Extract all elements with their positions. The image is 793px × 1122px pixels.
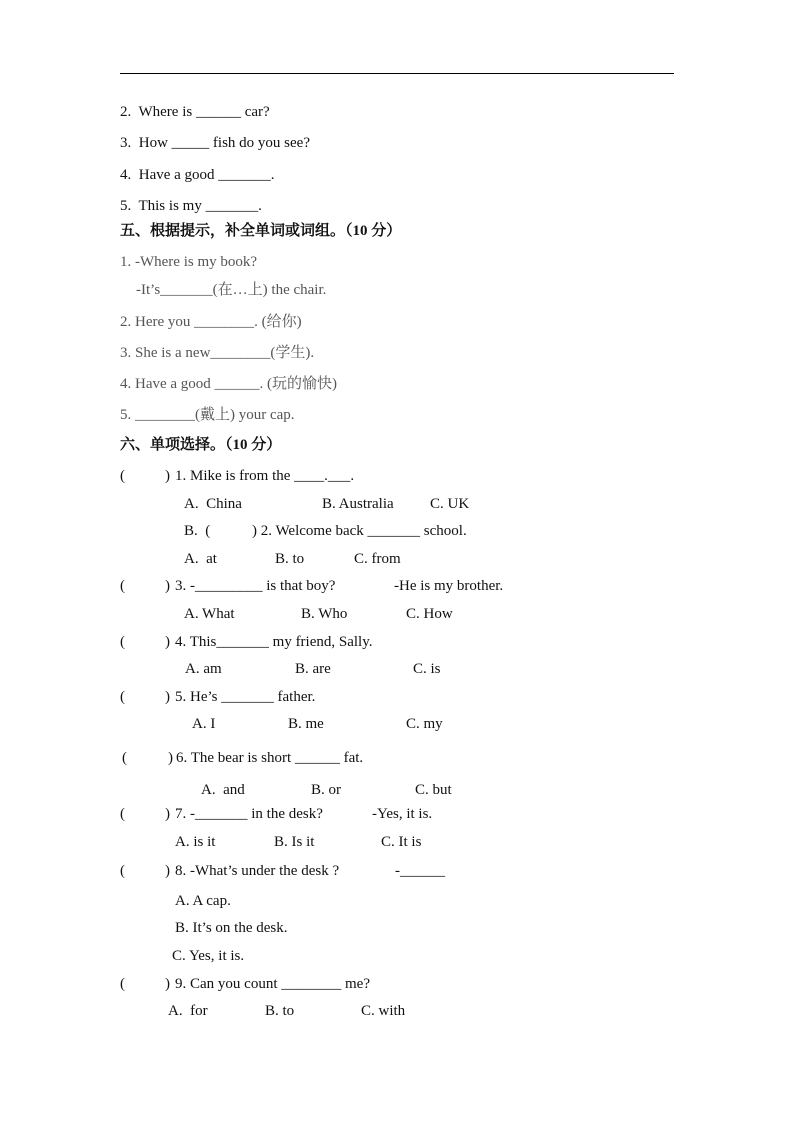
p6-question-2: ) 2. Welcome back _______ school. [252,523,467,539]
q2-prefix: B. ( [184,523,211,539]
q6-option-b: B. or [311,782,341,798]
q4-option-c: C. is [413,661,441,677]
section-6-heading: 六、单项选择。（10 分） [120,437,282,453]
header-rule [120,73,674,74]
q6-option-c: C. but [415,782,452,798]
q7-option-c: C. It is [381,834,422,850]
answer-paren-close: ) [168,750,173,766]
q8-option-c: C. Yes, it is. [172,948,245,964]
q5-option-b: B. me [288,716,324,732]
q3-answer-line: -He is my brother. [394,578,504,594]
p6-question-3: 3. -_________ is that boy? [175,578,336,594]
p5-question-1a: 1. -Where is my book? [120,254,258,270]
section-5-heading: 五、根据提示，补全单词或词组。（10 分） [120,223,402,239]
q6-option-a: A. and [201,782,245,798]
answer-paren-close: ) [165,976,170,992]
q4-option-b: B. are [295,661,331,677]
answer-paren-open: ( [120,863,125,879]
p4-question-4: 4. Have a good _______. [120,167,275,183]
answer-paren-close: ) [165,578,170,594]
q7-answer-line: -Yes, it is. [372,806,433,822]
answer-paren-open: ( [120,689,125,705]
q2-option-b: B. to [275,551,305,567]
p5-question-5: 5. ________(戴上) your cap. [120,407,295,423]
p4-question-2: 2. Where is ______ car? [120,104,270,120]
q9-option-c: C. with [361,1003,406,1019]
q7-option-a: A. is it [175,834,216,850]
q8-option-b: B. It’s on the desk. [175,920,288,936]
answer-paren-open: ( [120,634,125,650]
answer-paren-close: ) [165,634,170,650]
q3-option-b: B. Who [301,606,348,622]
q3-option-a: A. What [184,606,235,622]
answer-paren-close: ) [165,806,170,822]
answer-paren-open: ( [120,806,125,822]
q5-option-a: A. I [192,716,216,732]
q9-option-b: B. to [265,1003,295,1019]
p6-question-7: 7. -_______ in the desk? [175,806,323,822]
answer-paren-close: ) [165,689,170,705]
answer-paren-close: ) [165,863,170,879]
p5-question-1b: -It’s_______(在…上) the chair. [136,282,327,298]
q1-option-c: C. UK [430,496,470,512]
q1-option-a: A. China [184,496,242,512]
q1-option-b: B. Australia [322,496,394,512]
p6-question-6: 6. The bear is short ______ fat. [176,750,364,766]
p5-question-4: 4. Have a good ______. (玩的愉快) [120,376,338,392]
p6-question-8: 8. -What’s under the desk ? [175,863,340,879]
q7-option-b: B. Is it [274,834,315,850]
q8-answer-line: -______ [395,863,445,879]
q4-option-a: A. am [185,661,222,677]
p5-question-3: 3. She is a new________(学生). [120,345,315,361]
answer-paren-open: ( [120,976,125,992]
q9-option-a: A. for [168,1003,208,1019]
q5-option-c: C. my [406,716,443,732]
q3-option-c: C. How [406,606,453,622]
q2-option-c: C. from [354,551,401,567]
answer-paren-open: ( [120,578,125,594]
p4-question-5: 5. This is my _______. [120,198,262,214]
q8-option-a: A. A cap. [175,893,231,909]
p6-question-1: 1. Mike is from the ____.___. [175,468,355,484]
p6-question-5: 5. He’s _______ father. [175,689,316,705]
p6-question-4: 4. This_______ my friend, Sally. [175,634,373,650]
p5-question-2: 2. Here you ________. (给你) [120,314,302,330]
q2-option-a: A. at [184,551,217,567]
answer-paren-close: ) [165,468,170,484]
answer-paren-open: ( [122,750,127,766]
p4-question-3: 3. How _____ fish do you see? [120,135,310,151]
p6-question-9: 9. Can you count ________ me? [175,976,370,992]
answer-paren-open: ( [120,468,125,484]
